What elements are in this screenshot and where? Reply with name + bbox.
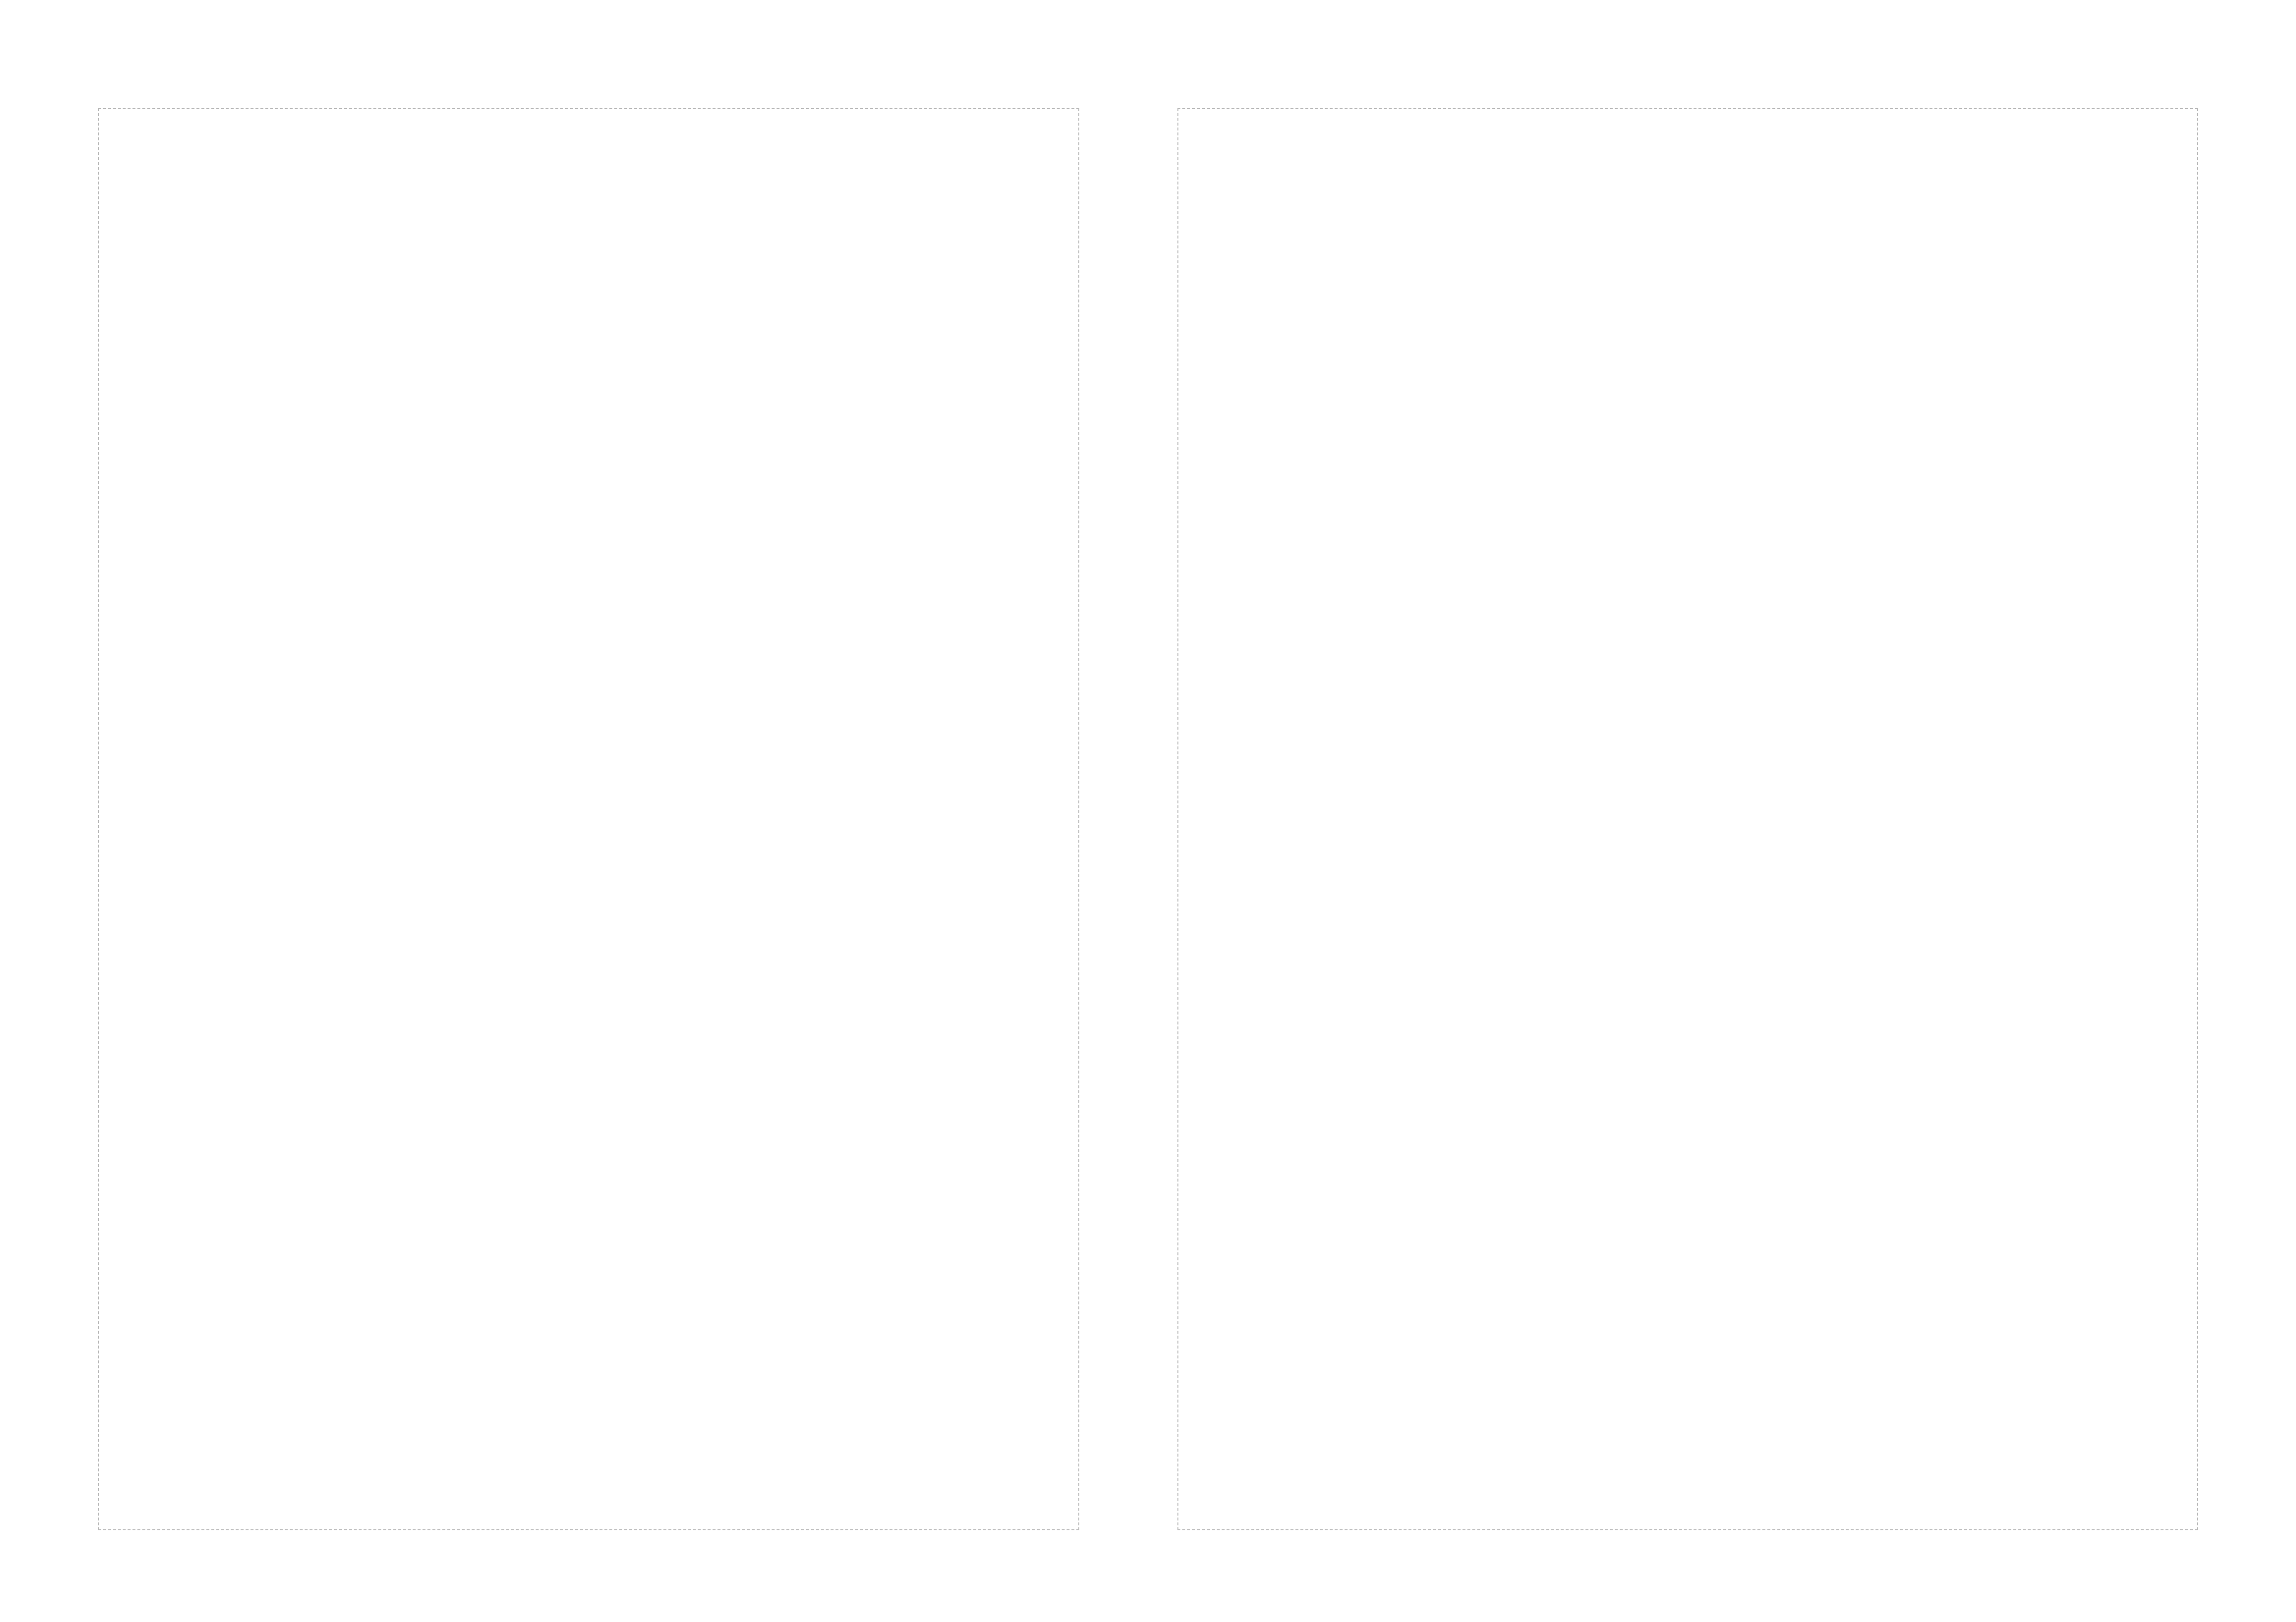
right-region: [1177, 108, 2198, 1530]
left-region: [98, 108, 1079, 1530]
